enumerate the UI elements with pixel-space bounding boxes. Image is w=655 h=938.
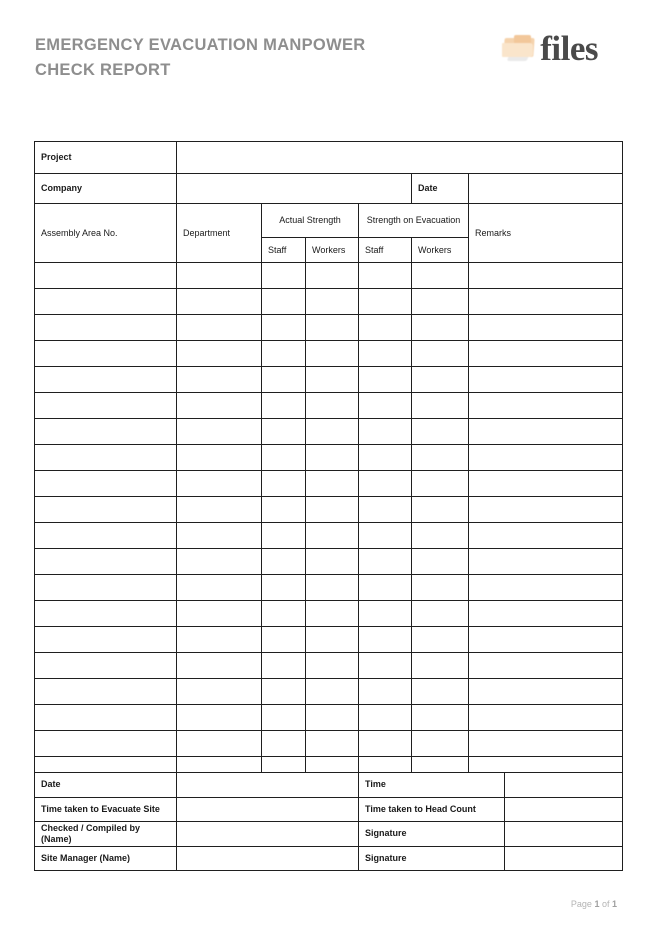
column-header-evac-staff: Staff: [359, 238, 412, 263]
total-page-number: 1: [611, 899, 617, 909]
cell-actual-workers[interactable]: [306, 315, 359, 341]
summary-right-label: Signature: [359, 822, 505, 847]
cell-evac-staff[interactable]: [359, 419, 412, 445]
table-row: [35, 731, 623, 757]
date-label: Date: [412, 174, 469, 204]
cell-department[interactable]: [177, 627, 262, 653]
cell-actual-workers[interactable]: [306, 549, 359, 575]
summary-row: [35, 797, 623, 822]
table-row: [35, 627, 623, 653]
cell-evac-staff[interactable]: [359, 575, 412, 601]
cell-assembly-area[interactable]: [35, 445, 177, 471]
table-row: [35, 549, 623, 575]
cell-actual-staff[interactable]: [262, 679, 306, 705]
company-value-field[interactable]: [177, 174, 412, 204]
cell-assembly-area[interactable]: [35, 289, 177, 315]
cell-remarks[interactable]: [469, 549, 623, 575]
cell-evac-staff[interactable]: [359, 263, 412, 289]
table-row: [35, 601, 623, 627]
page-number-footer: [571, 899, 617, 909]
cell-assembly-area[interactable]: [35, 679, 177, 705]
summary-row: [35, 822, 623, 847]
column-header-assembly-area: Assembly Area No.: [35, 204, 177, 263]
cell-department[interactable]: [177, 419, 262, 445]
cell-actual-staff[interactable]: [262, 419, 306, 445]
cell-department[interactable]: [177, 289, 262, 315]
cell-department[interactable]: [177, 367, 262, 393]
cell-assembly-area[interactable]: [35, 731, 177, 757]
cell-evac-workers[interactable]: [412, 705, 469, 731]
cell-evac-workers[interactable]: [412, 341, 469, 367]
cell-department[interactable]: [177, 497, 262, 523]
cell-evac-staff[interactable]: [359, 705, 412, 731]
cell-department[interactable]: [177, 315, 262, 341]
company-date-row: [35, 174, 623, 204]
page-prefix: Page: [570, 899, 595, 909]
cell-remarks[interactable]: [469, 445, 623, 471]
table-body: [35, 263, 623, 783]
column-header-actual-strength: Actual Strength: [262, 204, 359, 238]
cell-remarks[interactable]: [469, 471, 623, 497]
page-mid: of: [599, 899, 612, 909]
cell-evac-staff[interactable]: [359, 601, 412, 627]
cell-evac-workers[interactable]: [412, 653, 469, 679]
cell-evac-staff[interactable]: [359, 731, 412, 757]
table-row: [35, 445, 623, 471]
cell-actual-workers[interactable]: [306, 627, 359, 653]
project-value-field[interactable]: [177, 142, 623, 174]
cell-department[interactable]: [177, 679, 262, 705]
cell-evac-workers[interactable]: [412, 731, 469, 757]
cell-actual-staff[interactable]: [262, 731, 306, 757]
cell-actual-workers[interactable]: [306, 341, 359, 367]
cell-department[interactable]: [177, 393, 262, 419]
cell-department[interactable]: [177, 445, 262, 471]
cell-assembly-area[interactable]: [35, 315, 177, 341]
summary-table: [34, 772, 623, 871]
cell-actual-workers[interactable]: [306, 731, 359, 757]
cell-department[interactable]: [177, 653, 262, 679]
table-row: [35, 367, 623, 393]
cell-assembly-area[interactable]: [35, 263, 177, 289]
summary-left-value-field[interactable]: [177, 822, 359, 847]
cell-actual-staff[interactable]: [262, 315, 306, 341]
cell-assembly-area[interactable]: [35, 575, 177, 601]
cell-actual-staff[interactable]: [262, 627, 306, 653]
summary-right-label: Time: [359, 773, 505, 798]
brand-name: files: [540, 28, 598, 68]
cell-actual-staff[interactable]: [262, 471, 306, 497]
cell-actual-staff[interactable]: [262, 575, 306, 601]
cell-evac-staff[interactable]: [359, 679, 412, 705]
cell-assembly-area[interactable]: [35, 523, 177, 549]
cell-assembly-area[interactable]: [35, 341, 177, 367]
column-header-evac-workers: Workers: [412, 238, 469, 263]
table-row: [35, 393, 623, 419]
cell-remarks[interactable]: [469, 679, 623, 705]
cell-actual-workers[interactable]: [306, 445, 359, 471]
cell-assembly-area[interactable]: [35, 393, 177, 419]
cell-actual-staff[interactable]: [262, 341, 306, 367]
cell-actual-workers[interactable]: [306, 679, 359, 705]
cell-actual-staff[interactable]: [262, 523, 306, 549]
cell-department[interactable]: [177, 705, 262, 731]
cell-actual-workers[interactable]: [306, 497, 359, 523]
cell-evac-staff[interactable]: [359, 393, 412, 419]
cell-actual-staff[interactable]: [262, 263, 306, 289]
table-row: [35, 653, 623, 679]
table-row: [35, 263, 623, 289]
cell-actual-staff[interactable]: [262, 289, 306, 315]
summary-right-label: Signature: [359, 846, 505, 871]
cell-evac-workers[interactable]: [412, 315, 469, 341]
cell-evac-workers[interactable]: [412, 289, 469, 315]
summary-left-label: Time taken to Evacuate Site: [35, 797, 177, 822]
cell-assembly-area[interactable]: [35, 497, 177, 523]
table-row: [35, 419, 623, 445]
cell-remarks[interactable]: [469, 523, 623, 549]
cell-evac-workers[interactable]: [412, 679, 469, 705]
cell-evac-staff[interactable]: [359, 341, 412, 367]
cell-evac-workers[interactable]: [412, 575, 469, 601]
table-row: [35, 341, 623, 367]
cell-remarks[interactable]: [469, 601, 623, 627]
cell-department[interactable]: [177, 731, 262, 757]
cell-actual-staff[interactable]: [262, 445, 306, 471]
table-row: [35, 497, 623, 523]
cell-evac-staff[interactable]: [359, 523, 412, 549]
column-header-department: Department: [177, 204, 262, 263]
cell-remarks[interactable]: [469, 497, 623, 523]
cell-evac-workers[interactable]: [412, 263, 469, 289]
page-header: [0, 0, 655, 120]
table-row: [35, 289, 623, 315]
brand-logo: [502, 28, 598, 68]
page-title: [35, 33, 435, 83]
cell-evac-staff[interactable]: [359, 367, 412, 393]
cell-evac-workers[interactable]: [412, 445, 469, 471]
cell-actual-workers[interactable]: [306, 471, 359, 497]
page-title-line-1: EMERGENCY EVACUATION MANPOWER: [35, 36, 366, 54]
cell-evac-staff[interactable]: [359, 497, 412, 523]
cell-actual-staff[interactable]: [262, 601, 306, 627]
column-header-actual-workers: Workers: [306, 238, 359, 263]
cell-evac-workers[interactable]: [412, 367, 469, 393]
summary-right-value-field[interactable]: [505, 846, 623, 871]
cell-evac-staff[interactable]: [359, 445, 412, 471]
cell-remarks[interactable]: [469, 653, 623, 679]
cell-evac-staff[interactable]: [359, 289, 412, 315]
cell-department[interactable]: [177, 549, 262, 575]
cell-remarks[interactable]: [469, 419, 623, 445]
table-row: [35, 315, 623, 341]
cell-remarks[interactable]: [469, 367, 623, 393]
cell-assembly-area[interactable]: [35, 627, 177, 653]
cell-department[interactable]: [177, 523, 262, 549]
column-header-remarks: Remarks: [469, 204, 623, 263]
current-page-number: 1: [594, 899, 600, 909]
cell-evac-workers[interactable]: [412, 523, 469, 549]
cell-remarks[interactable]: [469, 705, 623, 731]
cell-actual-workers[interactable]: [306, 653, 359, 679]
cell-department[interactable]: [177, 575, 262, 601]
summary-left-value-field[interactable]: [177, 797, 359, 822]
cell-remarks[interactable]: [469, 627, 623, 653]
table-row: [35, 523, 623, 549]
table-header-row-1: [35, 204, 623, 238]
cell-actual-workers[interactable]: [306, 289, 359, 315]
evacuation-report-table: [34, 141, 623, 783]
summary-right-value-field[interactable]: [505, 797, 623, 822]
cell-assembly-area[interactable]: [35, 471, 177, 497]
cell-evac-staff[interactable]: [359, 627, 412, 653]
summary-row: [35, 846, 623, 871]
summary-right-label: Time taken to Head Count: [359, 797, 505, 822]
cell-actual-staff[interactable]: [262, 393, 306, 419]
cell-evac-workers[interactable]: [412, 549, 469, 575]
cell-actual-workers[interactable]: [306, 523, 359, 549]
cell-evac-staff[interactable]: [359, 653, 412, 679]
cell-assembly-area[interactable]: [35, 705, 177, 731]
cell-evac-workers[interactable]: [412, 627, 469, 653]
summary-row: [35, 773, 623, 798]
cell-actual-workers[interactable]: [306, 419, 359, 445]
cell-actual-workers[interactable]: [306, 575, 359, 601]
summary-right-value-field[interactable]: [505, 822, 623, 847]
cell-evac-staff[interactable]: [359, 549, 412, 575]
cell-evac-staff[interactable]: [359, 471, 412, 497]
project-row: [35, 142, 623, 174]
cell-assembly-area[interactable]: [35, 549, 177, 575]
summary-left-value-field[interactable]: [177, 773, 359, 798]
cell-actual-staff[interactable]: [262, 653, 306, 679]
cell-remarks[interactable]: [469, 263, 623, 289]
cell-remarks[interactable]: [469, 289, 623, 315]
cell-remarks[interactable]: [469, 341, 623, 367]
cell-evac-staff[interactable]: [359, 315, 412, 341]
cell-remarks[interactable]: [469, 731, 623, 757]
cell-actual-staff[interactable]: [262, 367, 306, 393]
table-row: [35, 705, 623, 731]
cell-actual-workers[interactable]: [306, 367, 359, 393]
table-row: [35, 679, 623, 705]
cell-assembly-area[interactable]: [35, 653, 177, 679]
cell-remarks[interactable]: [469, 393, 623, 419]
date-value-field[interactable]: [469, 174, 623, 204]
summary-body: [35, 773, 623, 871]
page-title-line-2: CHECK REPORT: [35, 61, 171, 79]
cell-actual-workers[interactable]: [306, 393, 359, 419]
cell-actual-staff[interactable]: [262, 549, 306, 575]
cell-evac-workers[interactable]: [412, 497, 469, 523]
table-row: [35, 471, 623, 497]
cell-assembly-area[interactable]: [35, 419, 177, 445]
company-label: Company: [35, 174, 177, 204]
column-header-actual-staff: Staff: [262, 238, 306, 263]
summary-left-label: Site Manager (Name): [35, 846, 177, 871]
cell-evac-workers[interactable]: [412, 471, 469, 497]
cell-actual-staff[interactable]: [262, 497, 306, 523]
column-header-strength-on-evacuation: Strength on Evacuation: [359, 204, 469, 238]
cell-actual-workers[interactable]: [306, 705, 359, 731]
cell-remarks[interactable]: [469, 575, 623, 601]
table-row: [35, 575, 623, 601]
cell-evac-workers[interactable]: [412, 393, 469, 419]
cell-assembly-area[interactable]: [35, 601, 177, 627]
summary-right-value-field[interactable]: [505, 773, 623, 798]
cell-department[interactable]: [177, 601, 262, 627]
cell-evac-workers[interactable]: [412, 419, 469, 445]
cell-actual-staff[interactable]: [262, 705, 306, 731]
project-label: Project: [35, 142, 177, 174]
folder-icon: [502, 32, 538, 64]
cell-actual-workers[interactable]: [306, 263, 359, 289]
cell-department[interactable]: [177, 341, 262, 367]
cell-department[interactable]: [177, 471, 262, 497]
cell-remarks[interactable]: [469, 315, 623, 341]
summary-left-label: Checked / Compiled by (Name): [35, 822, 177, 847]
cell-actual-workers[interactable]: [306, 601, 359, 627]
summary-left-label: Date: [35, 773, 177, 798]
cell-department[interactable]: [177, 263, 262, 289]
summary-left-value-field[interactable]: [177, 846, 359, 871]
cell-assembly-area[interactable]: [35, 367, 177, 393]
cell-evac-workers[interactable]: [412, 601, 469, 627]
